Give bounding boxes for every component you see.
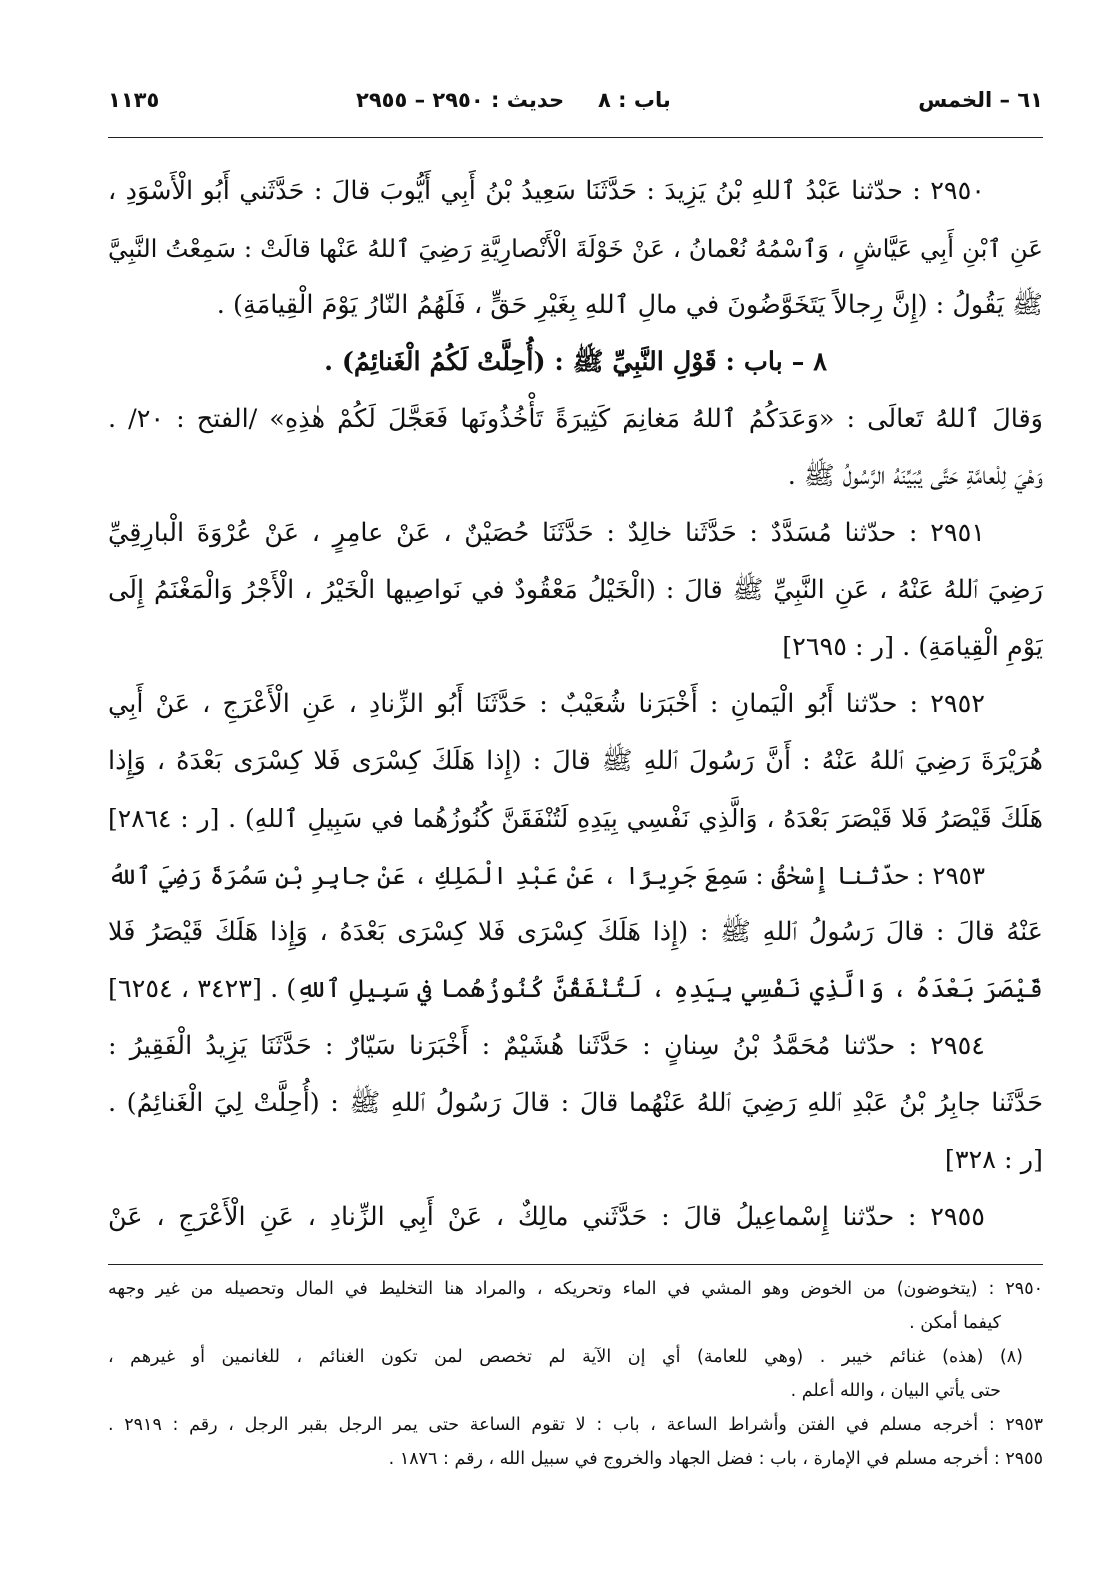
text-line: قَيْصَرَ بَعْدَهُ ، وَالَّذِي نَفْسِي بِيَدِهِ ، لَتُنْفَقُنَّ كُنُوزُهُما في سَبِيلِ ٱللهِ) . [٣٤٢٣ ، ٦٢٥٤] <box>108 974 1043 1004</box>
text-line: ٢٩٥٥ : حدّثنا إِسْماعِيلُ قالَ : حَدَّثَني مالِكٌ ، عَنْ أَبِي الزِّنادِ ، عَنِ الْأَعْرَجِ ، عَنْ <box>108 1202 985 1232</box>
footnote-divider <box>108 1264 1043 1265</box>
text-line: [ر : ٣٢٨] <box>944 1145 1043 1175</box>
text-line: ﷺ يَقُولُ : (إِنَّ رِجالاً يَتَخَوَّضُونَ في مالِ ٱللهِ بِغَيْرِ حَقٍّ ، فَلَهُمُ النّارُ يَوْمَ الْقِيامَةِ) . <box>216 290 1043 320</box>
footnote-line: ٢٩٥٣ : أخرجه مسلم في الفتن وأشراط الساعة ، باب : لا تقوم الساعة حتى يمر الرجل بقبر الرجل ، رقم : ٢٩١٩ . <box>108 1415 1043 1435</box>
running-header <box>108 88 1043 124</box>
chapter-title: ٦١ – الخمس <box>918 88 1043 112</box>
text-line: هُرَيْرَةَ رَضِيَ ٱللهُ عَنْهُ : أَنَّ رَسُولَ ٱللهِ ﷺ قالَ : (إِذا هَلَكَ كِسْرَى فَلا كِسْرَى بَعْدَهُ ، وَإِذا <box>108 746 1043 776</box>
text-line: يَوْمِ الْقِيامَةِ) . [ر : ٢٦٩٥] <box>782 632 1043 662</box>
text-line: ٢٩٥١ : حدّثنا مُسَدَّدٌ : حَدَّثَنا خالِدٌ : حَدَّثَنَا حُصَيْنٌ ، عَنْ عامِرٍ ، عَنْ عُرْوَةَ الْبارِقِيِّ <box>108 518 985 548</box>
page-number: ١١٣٥ <box>108 88 160 112</box>
text-line: عَنْهُ قالَ : قالَ رَسُولُ ٱللهِ ﷺ : (إِذا هَلَكَ كِسْرَى فَلا كِسْرَى بَعْدَهُ ، وَإِذا هَلَكَ قَيْصَرُ فَلا <box>108 917 1043 947</box>
text-line: ٢٩٥٤ : حدّثنا مُحَمَّدُ بْنُ سِنانٍ : حَدَّثَنا هُشَيْمٌ : أَخْبَرَنا سَيّارٌ : حَدَّثَنَا يَزِيدُ الْفَقِيرُ : <box>108 1031 985 1061</box>
main-text <box>108 163 1043 1246</box>
text-line: هَلَكَ قَيْصَرُ فَلا قَيْصَرَ بَعْدَهُ ، وَالَّذِي نَفْسِي بِيَدِهِ لَتُنْفَقَنَّ كُنُوزُهُما في سَبِيلِ ٱللهِ) . [ر : ٢٨٦٤] <box>108 804 1043 833</box>
text-line: رَضِيَ ٱللهُ عَنْهُ ، عَنِ النَّبِيِّ ﷺ قالَ : (الْخَيْلُ مَعْقُودٌ في نَواصِيها الْخَيْرُ ، الْأَجْرُ وَالْمَغْنَمُ إِلَى <box>108 575 1043 605</box>
hadith-range: حديث : ٢٩٥٠ – ٢٩٥٥ <box>356 88 565 112</box>
text-line: وَقالَ ٱللهُ تَعالَى : «وَعَدَكُمُ ٱللهُ مَغانِمَ كَثِيرَةً تَأْخُذُونَها فَعَجَّلَ لَكُمْ هٰذِهِ» /الفتح : ٢٠/ . <box>108 404 1043 434</box>
text-line: حَدَّثَنا جابِرُ بْنُ عَبْدِ ٱللهِ رَضِيَ ٱللهُ عَنْهُما قالَ : قالَ رَسُولُ ٱللهِ ﷺ : (أُحِلَّتْ لِيَ الْغَنائِمُ) . <box>108 1088 1043 1118</box>
text-line: ٢٩٥٠ : حدّثنا عَبْدُ ٱللهِ بْنُ يَزِيدَ : حَدَّثَنَا سَعِيدُ بْنُ أَبِي أَيُّوبَ قالَ : حَدَّثَني أَبُو الْأَسْوَدِ ، <box>108 176 985 206</box>
text-line: ٢٩٥٢ : حدّثنا أَبُو الْيَمانِ : أَخْبَرَنا شُعَيْبٌ : حَدَّثَنَا أَبُو الزِّنادِ ، عَنِ الْأَعْرَجِ ، عَنْ أَبِي <box>108 689 985 719</box>
footnote-line: (٨) (هذه) غنائم خيبر . (وهي للعامة) أي إن الآية لم تخصص لمن تكون الغنائم ، للغانمين أو غيرهم ، <box>108 1347 1023 1367</box>
header-divider <box>108 137 1043 138</box>
text-line: عَنِ ٱبْنِ أَبِي عَيَّاشٍ ، وَٱسْمُهُ نُعْمانُ ، عَنْ خَوْلَةَ الْأَنْصارِيَّةِ رَضِيَ ٱللهُ عَنْها قالَتْ : سَمِعْتُ النَّبِيَّ <box>108 234 1043 263</box>
text-line: ٢٩٥٣ : حدّثنا إِسْحٰقُ : سَمِعَ جَرِيرًا ، عَنْ عَبْدِ الْمَلِكِ ، عَنْ جابِرِ بْنِ سَمُرَةَ رَضِيَ ٱللهُ <box>108 861 985 890</box>
footnote-line: ٢٩٥٠ : (يتخوضون) من الخوض وهو المشي في الماء وتحريكه ، والمراد هنا التخليط في المال وتحصيله من غير وجهه <box>108 1279 1043 1299</box>
bab-number: باب : ٨ <box>598 88 671 112</box>
footnotes <box>108 1272 1043 1476</box>
footnote-line: ٢٩٥٥ : أخرجه مسلم في الإمارة ، باب : فضل الجهاد والخروج في سبيل الله ، رقم : ١٨٧٦ . <box>388 1449 1043 1469</box>
footnote-line: حتى يأتي البيان ، والله أعلم . <box>790 1381 1001 1401</box>
footnote-line: كيفما أمكن . <box>909 1313 1001 1333</box>
chapter-heading: ٨ – باب : قَوْلِ النَّبِيِّ ﷺ : (أُحِلَّتْ لَكُمُ الْغَنائِمُ) . <box>324 347 827 377</box>
text-line: وَهْيَ لِلْعامَّةِ حَتَّى يُبَيِّنَهُ الرَّسُولُ ﷺ . <box>787 461 1043 491</box>
